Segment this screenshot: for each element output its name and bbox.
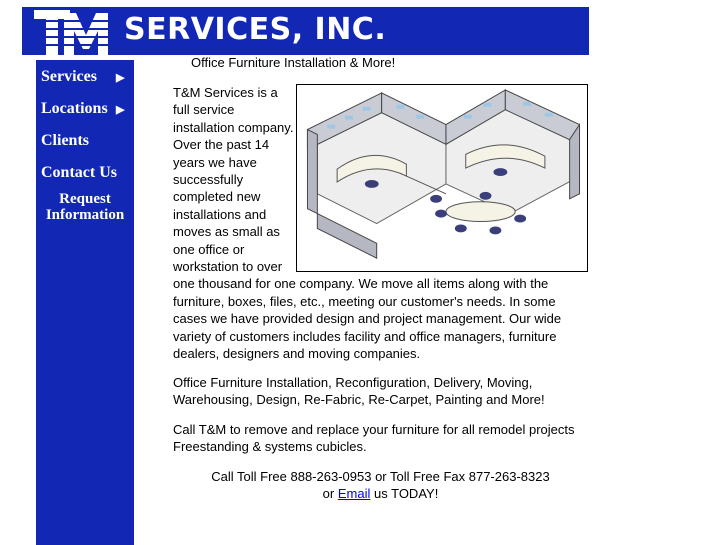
- cubicle-illustration: [296, 84, 588, 272]
- page-tagline: Office Furniture Installation & More!: [191, 55, 396, 70]
- email-suffix: us TODAY!: [374, 486, 439, 501]
- intro-text: T&M Services is a full service installation company. Over the past 14 years we have successfully completed new installations and moves as small as one office or workstation to over one thousand for one company. We move all items along with the furniture, boxes, files, etc., meeting our customer's needs. In some cases we have provided design and project management. Our wide variety of customers includes facility and office managers, furniture dealers, designers and moving companies.: [173, 85, 562, 362]
- triangle-right-icon: ▶: [116, 72, 125, 84]
- email-prefix: or: [322, 486, 335, 501]
- sidebar-item-locations[interactable]: [36, 100, 134, 120]
- sidebar-item-contact-us[interactable]: [36, 164, 134, 184]
- company-title: SERVICES, INC.: [124, 12, 387, 47]
- sidebar-item-label: Services: [41, 68, 97, 85]
- triangle-right-icon: ▶: [116, 104, 125, 116]
- email-line: [173, 485, 588, 502]
- sidebar-item-services[interactable]: [36, 68, 134, 88]
- office-cubicles-image: [297, 85, 587, 271]
- contact-line: Call Toll Free 888-263-0953 or Toll Free Fax 877-263-8323: [211, 469, 550, 484]
- call-paragraph: Call T&M to remove and replace your furniture for all remodel projects Freestanding & systems cubicles.: [173, 422, 575, 455]
- sidebar-item-clients[interactable]: [36, 132, 134, 152]
- sidebar-item-label: Clients: [41, 132, 89, 149]
- sidebar-nav: [36, 60, 134, 545]
- header-banner: [22, 7, 589, 55]
- tm-logo: [22, 7, 118, 55]
- sidebar-item-label: Contact Us: [41, 164, 117, 181]
- email-link[interactable]: Email: [337, 486, 371, 501]
- sidebar-item-label: Locations: [41, 100, 108, 117]
- services-paragraph: Office Furniture Installation, Reconfiguration, Delivery, Moving, Warehousing, Design, Re-Fabric, Re-Carpet, Painting and More!: [173, 375, 545, 408]
- sidebar-item-request-information[interactable]: Request Information: [45, 191, 125, 223]
